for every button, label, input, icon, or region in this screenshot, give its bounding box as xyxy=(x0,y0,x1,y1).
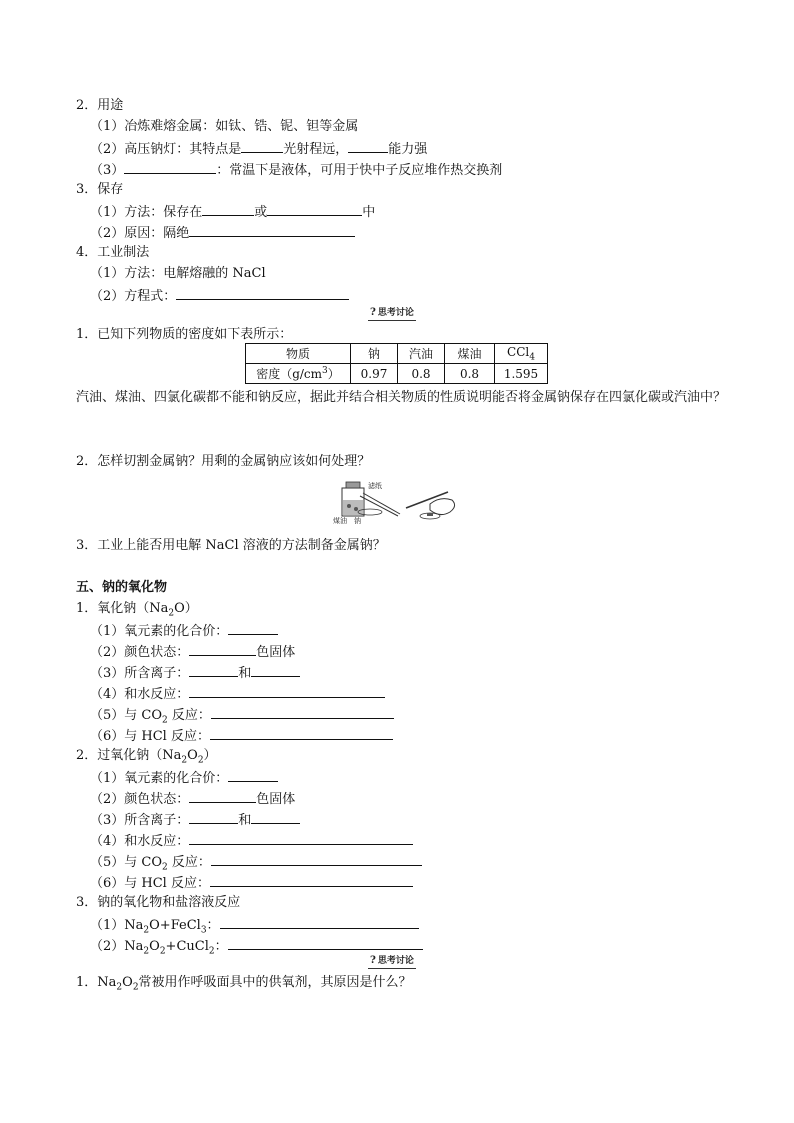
kerosene-bottle-icon xyxy=(342,482,364,516)
table-header-cell xyxy=(495,344,548,364)
na2o-item-2-text-b: 色固体 xyxy=(256,645,296,660)
na2o-item-3 xyxy=(90,663,300,682)
uses-item-3-text-b: ：常温下是液体，可用于快中子反应堆作热交换剂 xyxy=(216,163,503,178)
answer-blank[interactable] xyxy=(189,642,256,656)
think-discussion-banner xyxy=(368,307,416,321)
na2o-item-2 xyxy=(90,642,295,661)
na2o2-item-2-text: （2）颜色状态： xyxy=(90,792,190,807)
na2o-item-6 xyxy=(90,726,393,745)
answer-blank[interactable] xyxy=(211,852,422,866)
na2o2-item-4 xyxy=(90,831,413,850)
answer-blank[interactable] xyxy=(210,726,393,740)
answer-blank[interactable] xyxy=(241,139,283,153)
discussion2-q1-text: 1．Na xyxy=(76,975,117,990)
na2o2-item-6-text: （6）与 HCl 反应： xyxy=(90,876,210,891)
discussion-q2: 2．怎样切割金属钠？用剩的金属钠应该如何处理？ xyxy=(76,454,371,469)
uses-item-3-text: （3） xyxy=(90,163,125,178)
sodium-label: 钠 xyxy=(354,517,361,525)
salt-item-1-sub: 2 xyxy=(143,925,150,936)
uses-item-2-text-c: 能力强 xyxy=(388,142,428,157)
salt-item-2-text-c: +CuCl xyxy=(165,939,209,954)
na2o-item-3-text-b: 和 xyxy=(238,666,252,681)
salt-item-2-text: （2）Na xyxy=(90,939,144,954)
uses-item-2 xyxy=(90,139,427,158)
salt-item-1-sub2: 3 xyxy=(200,925,207,936)
discussion2-q1 xyxy=(76,974,412,997)
discussion2-q1-sub2: 2 xyxy=(132,982,139,993)
answer-blank[interactable] xyxy=(189,810,238,824)
table-cell: 0.97 xyxy=(351,364,398,384)
answer-blank[interactable] xyxy=(189,684,385,698)
salt-item-2-text-d: ： xyxy=(214,939,228,954)
table-header-cell: 汽油 xyxy=(398,344,445,364)
uses-item-2-text: （2）高压钠灯：其特点是 xyxy=(90,142,242,157)
na2o-item-5-sub: 2 xyxy=(162,715,168,726)
question-mark-icon: ? xyxy=(370,307,376,318)
storage-item-1-text-c: 中 xyxy=(362,205,376,220)
density-label-sup: 3 xyxy=(322,366,328,376)
answer-blank[interactable] xyxy=(176,286,349,300)
na2o2-item-6 xyxy=(90,873,413,892)
na2o2-item-3-text-b: 和 xyxy=(238,813,252,828)
answer-blank[interactable] xyxy=(348,139,388,153)
density-label-end: ） xyxy=(327,367,340,381)
na2o2-heading-end: ） xyxy=(203,748,217,763)
ccl4-text: CCl xyxy=(507,344,530,359)
na2o2-item-2 xyxy=(90,789,295,808)
sodium-cutting-figure xyxy=(330,478,465,526)
na2o-item-1-text: （1）氧元素的化合价： xyxy=(90,624,229,639)
salt-item-2-sub3: 2 xyxy=(208,946,215,957)
table-row xyxy=(246,364,548,384)
section-title: 五、钠的氧化物 xyxy=(76,580,168,595)
na2o-item-6-text: （6）与 HCl 反应： xyxy=(90,729,210,744)
answer-blank[interactable] xyxy=(189,663,238,677)
answer-blank[interactable] xyxy=(189,831,413,845)
answer-blank[interactable] xyxy=(189,223,355,237)
answer-blank[interactable] xyxy=(228,768,278,782)
storage-item-1 xyxy=(90,202,375,221)
na2o-item-5-text-b: 反应： xyxy=(167,708,211,723)
ccl4-subscript: 4 xyxy=(529,352,535,363)
answer-blank[interactable] xyxy=(210,873,413,887)
salt-item-1-text-b: O+FeCl xyxy=(149,918,201,933)
na2o2-heading-sub1: 2 xyxy=(181,755,188,766)
na2o2-heading-text: 2．过氧化钠（Na xyxy=(76,748,182,763)
salt-item-2-sub: 2 xyxy=(143,946,150,957)
filter-paper-label: 滤纸 xyxy=(368,482,382,490)
table-header-cell: 煤油 xyxy=(445,344,495,364)
discussion-q1-text: 汽油、煤油、四氯化碳都不能和钠反应，据此并结合相关物质的性质说明能否将金属钠保存在四氯化碳或汽油中？ xyxy=(76,390,727,405)
storage-heading: 3．保存 xyxy=(76,182,124,197)
think-discussion-banner xyxy=(368,955,416,969)
uses-item-3 xyxy=(90,160,502,179)
na2o-item-3-text: （3）所含离子： xyxy=(90,666,190,681)
table-cell: 1.595 xyxy=(495,364,548,384)
na2o2-heading xyxy=(76,747,217,770)
na2o2-heading-sub2: 2 xyxy=(197,755,204,766)
discussion2-q1-sub1: 2 xyxy=(116,982,123,993)
table-header-cell: 物质 xyxy=(246,344,351,364)
na2o2-item-4-text: （4）和水反应： xyxy=(90,834,190,849)
discussion2-q1-text-b: O xyxy=(122,975,133,990)
na2o-item-4 xyxy=(90,684,385,703)
na2o2-item-5-sub: 2 xyxy=(162,862,168,873)
storage-item-1-text: （1）方法：保存在 xyxy=(90,205,203,220)
na2o-item-4-text: （4）和水反应： xyxy=(90,687,190,702)
storage-item-2-text: （2）原因：隔绝 xyxy=(90,226,190,241)
discussion2-q1-text-c: 常被用作呼吸面具中的供氧剂，其原因是什么？ xyxy=(138,975,412,990)
answer-blank[interactable] xyxy=(189,789,256,803)
density-table xyxy=(245,343,548,384)
density-label: 密度（g/cm xyxy=(256,367,323,381)
salt-heading: 3．钠的氧化物和盐溶液反应 xyxy=(76,895,241,910)
tweezers-icon xyxy=(360,493,400,516)
uses-item-1: （1）冶炼难熔金属：如钛、锆、铌、钽等金属 xyxy=(90,119,359,134)
kerosene-label: 煤油 xyxy=(333,517,347,525)
na2o-heading-sub: 2 xyxy=(168,608,175,619)
na2o2-item-2-text-b: 色固体 xyxy=(256,792,296,807)
answer-blank[interactable] xyxy=(202,202,254,216)
answer-blank[interactable] xyxy=(251,663,300,677)
na2o-item-1 xyxy=(90,621,278,640)
na2o2-heading-mid: O xyxy=(187,748,198,763)
knife-cutting-icon xyxy=(406,492,455,519)
answer-blank[interactable] xyxy=(220,915,419,929)
storage-item-1-text-b: 或 xyxy=(254,205,268,220)
think-discussion-label: 思考讨论 xyxy=(377,956,414,966)
industry-item-2-text: （2）方程式： xyxy=(90,289,177,304)
answer-blank[interactable] xyxy=(228,936,423,950)
question-mark-icon: ? xyxy=(370,955,376,966)
na2o-heading-end: O） xyxy=(174,601,198,616)
discussion-q1: 1．已知下列物质的密度如下表所示： xyxy=(76,327,293,342)
industry-item-2 xyxy=(90,286,349,305)
na2o2-item-1-text: （1）氧元素的化合价： xyxy=(90,771,229,786)
discussion-q3: 3．工业上能否用电解 NaCl 溶液的方法制备金属钠？ xyxy=(76,538,386,553)
think-discussion-label: 思考讨论 xyxy=(377,308,414,318)
salt-item-2-sub2: 2 xyxy=(159,946,166,957)
na2o2-item-5-text: （5）与 CO xyxy=(90,855,163,870)
na2o-item-2-text: （2）颜色状态： xyxy=(90,645,190,660)
industry-item-1: （1）方法：电解熔融的 NaCl xyxy=(90,266,266,281)
uses-item-2-text-b: 光射程远， xyxy=(283,142,349,157)
table-row-label xyxy=(246,364,351,384)
answer-blank[interactable] xyxy=(251,810,300,824)
answer-blank[interactable] xyxy=(267,202,362,216)
answer-blank[interactable] xyxy=(211,705,394,719)
table-row xyxy=(246,344,548,364)
storage-item-2 xyxy=(90,223,355,242)
salt-item-1-text-c: ： xyxy=(206,918,220,933)
na2o-item-5-text: （5）与 CO xyxy=(90,708,163,723)
answer-blank[interactable] xyxy=(228,621,278,635)
na2o2-item-3 xyxy=(90,810,300,829)
na2o2-item-5-text-b: 反应： xyxy=(167,855,211,870)
table-cell: 0.8 xyxy=(398,364,445,384)
table-cell: 0.8 xyxy=(445,364,495,384)
na2o2-item-3-text: （3）所含离子： xyxy=(90,813,190,828)
na2o-heading xyxy=(76,600,198,623)
industry-heading: 4．工业制法 xyxy=(76,245,150,260)
table-header-cell: 钠 xyxy=(351,344,398,364)
uses-heading: 2．用途 xyxy=(76,98,124,113)
salt-item-1-text: （1）Na xyxy=(90,918,144,933)
salt-item-2-text-b: O xyxy=(149,939,160,954)
na2o2-item-1 xyxy=(90,768,278,787)
na2o-heading-text: 1．氧化钠（Na xyxy=(76,601,169,616)
answer-blank[interactable] xyxy=(124,160,216,174)
